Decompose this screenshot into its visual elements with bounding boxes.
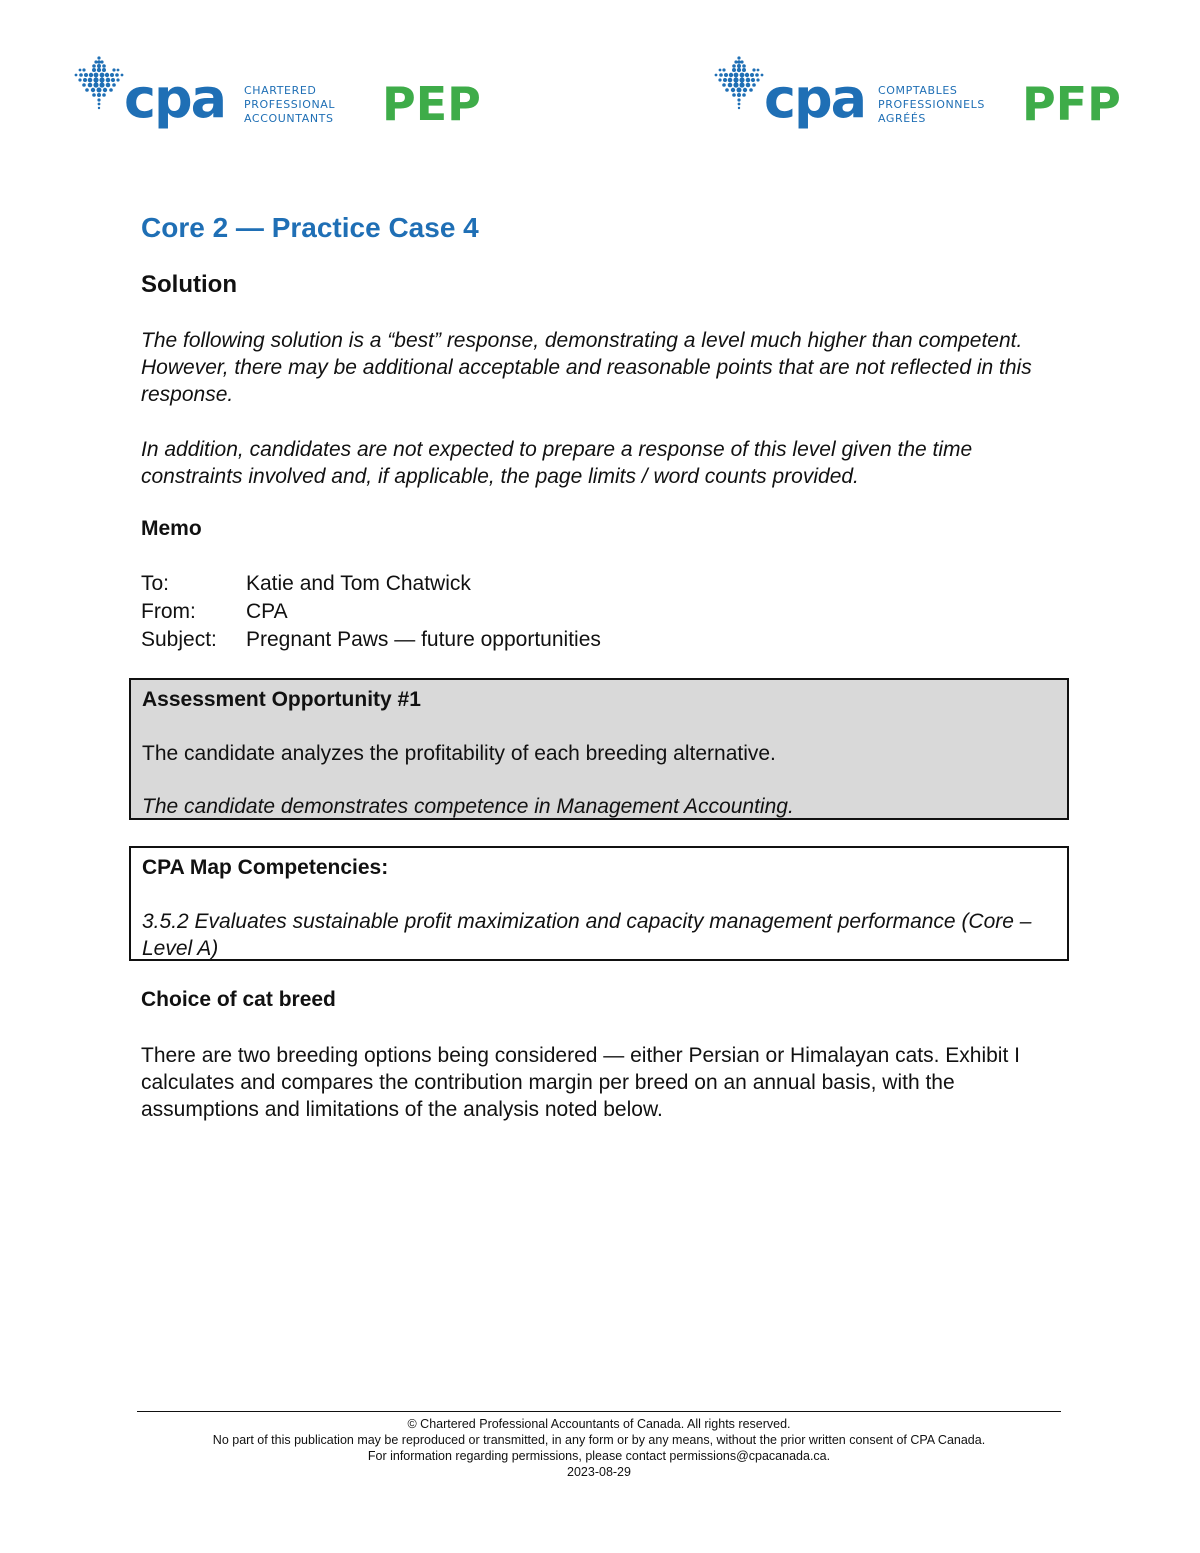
logo-line: CHARTERED [244, 84, 317, 97]
assessment-note: The candidate demonstrates competence in Management Accounting. [142, 795, 794, 818]
logo-line: PROFESSIONAL [244, 98, 336, 111]
logo-designation [244, 84, 335, 126]
footer-copyright: © Chartered Professional Accountants of Canada. All rights reserved. [407, 1417, 791, 1431]
footer-divider [137, 1411, 1061, 1412]
memo-heading: Memo [141, 517, 202, 540]
logo-line: AGRÉÉS [878, 112, 926, 125]
memo-value: Katie and Tom Chatwick [246, 572, 471, 595]
assessment-text: The candidate analyzes the profitability of each breeding alternative. [142, 742, 776, 765]
competencies-text: 3.5.2 Evaluates sustainable profit maximization and capacity management performance (Core – Level A) [142, 910, 1032, 960]
assessment-opportunity-box [129, 678, 1069, 820]
logo-designation [878, 84, 985, 126]
maple-leaf-dots-icon [72, 55, 126, 111]
solution-heading: Solution [141, 271, 237, 298]
cpa-wordmark: cpa [764, 67, 866, 130]
assessment-heading: Assessment Opportunity #1 [142, 688, 421, 711]
memo-label: To: [141, 572, 170, 595]
intro-paragraph: The following solution is a “best” response, demonstrating a level much higher than competent. However, there may be additional acceptable and reasonable points that are not reflected in this response. [141, 329, 1032, 406]
logo-line: COMPTABLES [878, 84, 958, 97]
competencies-heading: CPA Map Competencies: [142, 856, 389, 879]
cpa-english-logo [72, 55, 492, 137]
memo-value: Pregnant Paws — future opportunities [246, 628, 601, 651]
logo-line: ACCOUNTANTS [244, 112, 334, 125]
page-footer [137, 1416, 1061, 1480]
program-code: PEP [382, 77, 481, 131]
memo-label: Subject: [141, 628, 217, 651]
cpa-french-logo [712, 55, 1132, 137]
footer-date: 2023-08-29 [567, 1465, 631, 1479]
memo-value: CPA [246, 600, 288, 623]
memo-row-from [141, 598, 601, 626]
memo-header-block [141, 570, 601, 654]
memo-label: From: [141, 600, 196, 623]
section-paragraph: There are two breeding options being considered — either Persian or Himalayan cats. Exhibit I calculates and compares the contribution margin per breed on an annual basis, with the assumptions and limitations of the analysis noted below. [141, 1044, 1020, 1121]
maple-leaf-dots-icon [712, 55, 766, 111]
section-heading: Choice of cat breed [141, 988, 336, 1011]
footer-contact: For information regarding permissions, please contact permissions@cpacanada.ca. [367, 1449, 831, 1463]
memo-row-subject [141, 626, 601, 654]
competencies-box [129, 846, 1069, 961]
page-title: Core 2 — Practice Case 4 [141, 212, 479, 243]
program-code: PFP [1022, 77, 1121, 131]
footer-notice: No part of this publication may be reproduced or transmitted, in any form or by any means, without the prior written consent of CPA Canada. [212, 1433, 986, 1447]
memo-row-to [141, 570, 601, 598]
intro-paragraph: In addition, candidates are not expected to prepare a response of this level given the time constraints involved and, if applicable, the page limits / word counts provided. [141, 438, 973, 488]
cpa-wordmark: cpa [124, 67, 226, 130]
logo-line: PROFESSIONNELS [878, 98, 985, 111]
